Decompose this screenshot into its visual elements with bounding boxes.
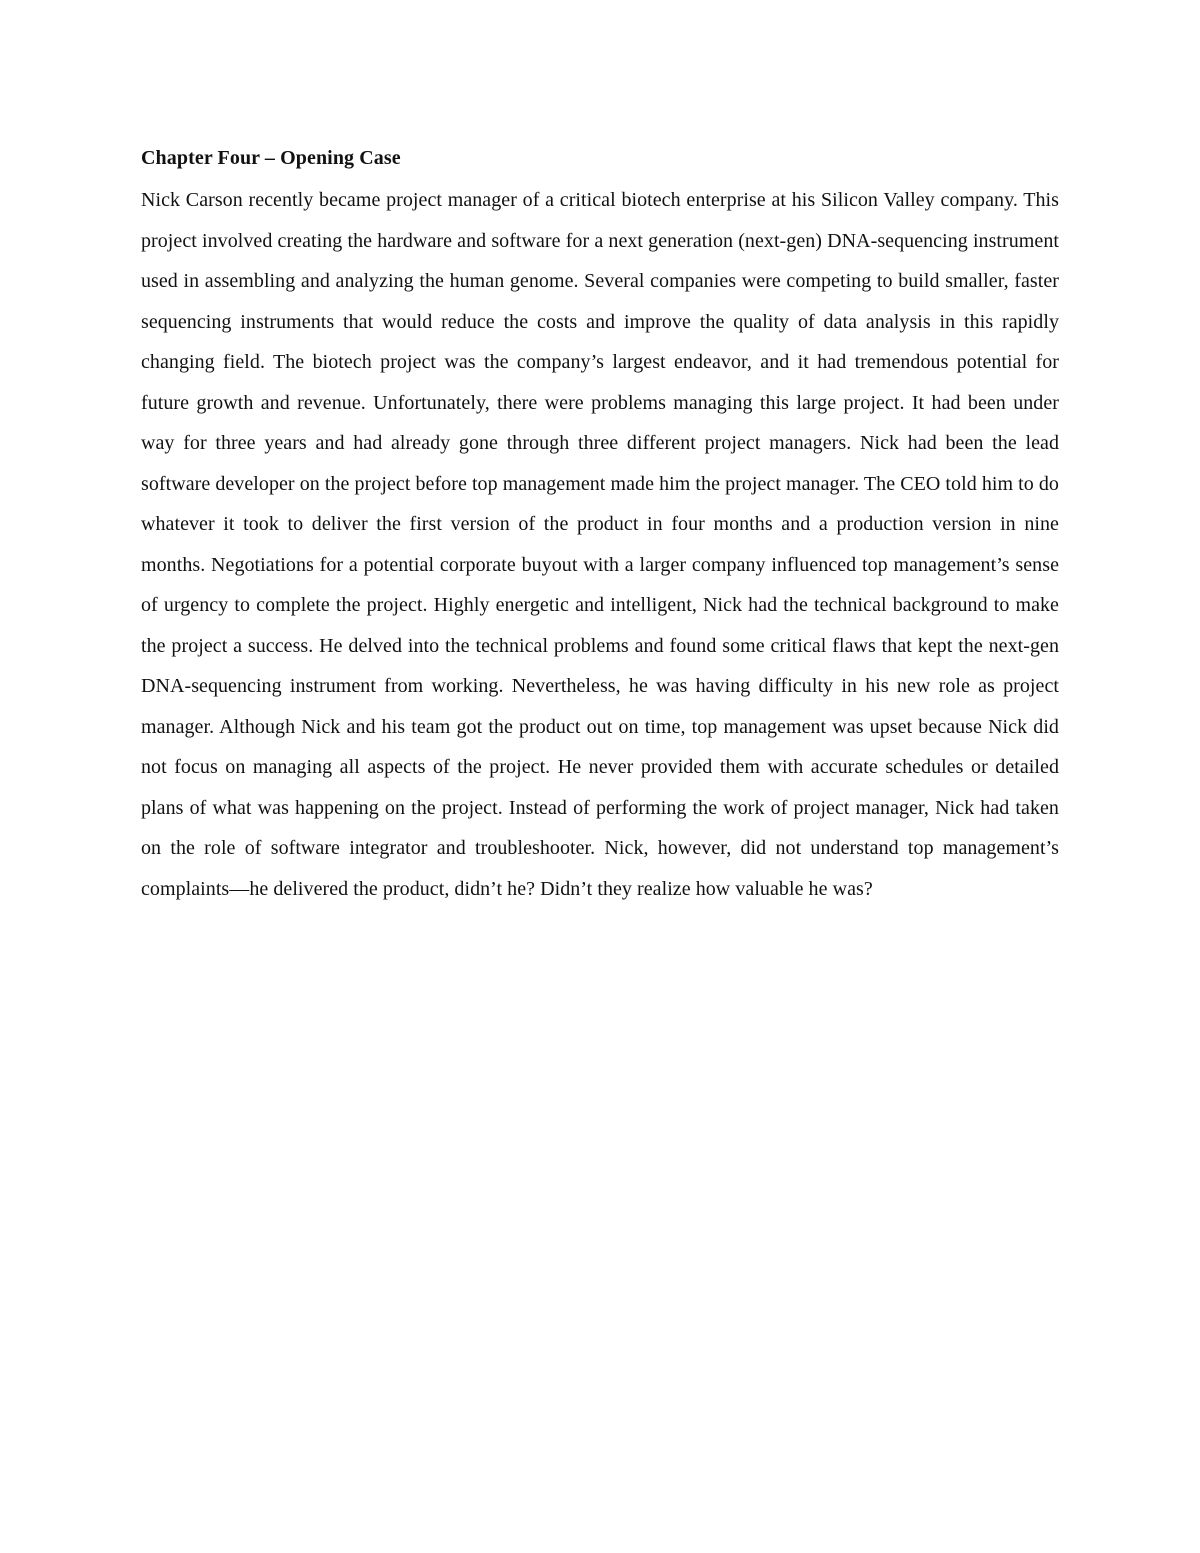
case-paragraph: Nick Carson recently became project manager of a critical biotech enterprise at his Silicon Valley company. This project involved creating the hardware and software for a next generation (next-gen) DNA-sequencing instrument used in assembling and analyzing the human genome. Several companies were competing to build smaller, faster sequencing instruments that would reduce the costs and improve the quality of data analysis in this rapidly changing field. The biotech project was the company’s largest endeavor, and it had tremendous potential for future growth and revenue. Unfortunately, there were problems managing this large project. It had been under way for three years and had already gone through three different project managers. Nick had been the lead software developer on the project before top management made him the project manager. The CEO told him to do whatever it took to deliver the first version of the product in four months and a production version in nine months. Negotiations for a potential corporate buyout with a larger company influenced top management’s sense of urgency to complete the project. Highly energetic and intelligent, Nick had the technical background to make the project a success. He delved into the technical problems and found some critical flaws that kept the next-gen DNA-sequencing instrument from working. Nevertheless, he was having difficulty in his new role as project manager. Although Nick and his team got the product out on time, top management was upset because Nick did not focus on managing all aspects of the project. He never provided them with accurate schedules or detailed plans of what was happening on the project. Instead of performing the work of project manager, Nick had taken on the role of software integrator and troubleshooter. Nick, however, did not understand top management’s complaints—he delivered the product, didn’t he? Didn’t they realize how valuable he was? (141, 189, 1059, 900)
chapter-title: Chapter Four – Opening Case (141, 147, 401, 169)
document-content (141, 140, 1059, 909)
